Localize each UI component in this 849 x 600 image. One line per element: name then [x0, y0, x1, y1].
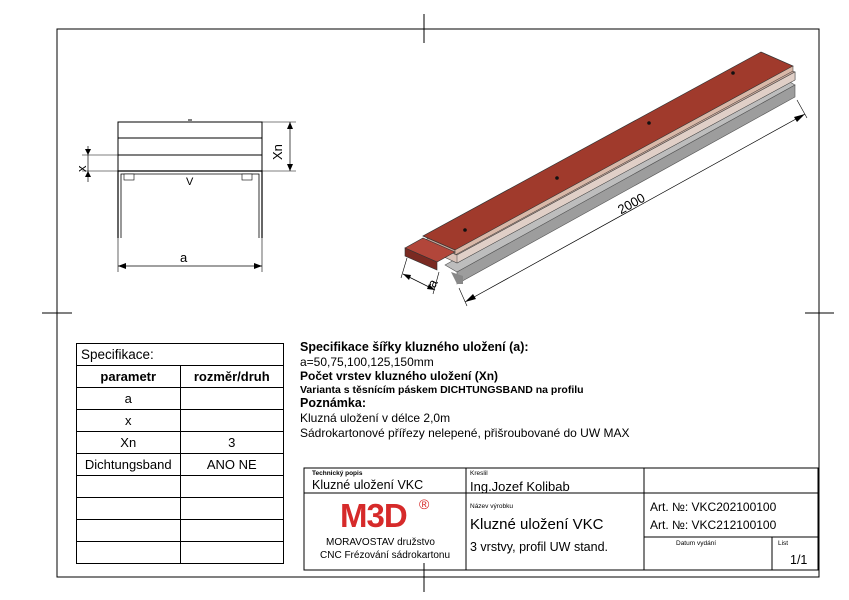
note-width-values: a=50,75,100,125,150mm [300, 355, 434, 369]
note-layer-count: Počet vrstev kluzného uložení (Xn) [300, 369, 499, 383]
spec-param-cell: a [77, 388, 181, 410]
note-cutouts: Sádrokartonové přířezy nelepené, přišroubované do UW MAX [300, 426, 630, 440]
dim-xn-label: Xn [270, 144, 285, 160]
product-name-value: Kluzné uložení VKC [470, 516, 604, 533]
dim-length-label: 2000 [615, 189, 648, 218]
note-remark-heading: Poznámka: [300, 396, 366, 410]
logo-registered-mark: ® [419, 496, 430, 512]
note-length: Kluzná uložení v délce 2,0m [300, 411, 451, 425]
article-number-1: Art. №: VKC202100100 [650, 500, 777, 514]
spec-value-cell: 3 [180, 432, 284, 454]
drawn-by-value: Ing.Jozef Kolibab [470, 479, 570, 494]
company-name: MORAVOSTAV družstvo [326, 537, 435, 548]
sheet-label: List [778, 540, 789, 547]
tech-desc-label: Technický popis [312, 470, 363, 477]
product-name-label: Název výrobku [470, 503, 513, 510]
spec-table-title: Specifikace: [77, 344, 284, 366]
spec-param-cell: Xn [77, 432, 181, 454]
tech-desc-value: Kluzné uložení VKC [312, 478, 424, 492]
spec-col-param: parametr [77, 366, 181, 388]
note-spec-width: Specifikace šířky kluzného uložení (a): [300, 340, 529, 354]
drawn-by-label: Kreslil [470, 470, 488, 477]
issue-date-label: Datum vydání [676, 540, 717, 547]
spec-col-value: rozměr/druh [180, 366, 284, 388]
article-number-2: Art. №: VKC212100100 [650, 518, 777, 532]
company-subtitle: CNC Frézování sádrokartonu [320, 550, 451, 561]
dim-x-label: x [74, 165, 89, 172]
dim-a-iso-label: a [424, 276, 441, 291]
spec-param-cell: x [77, 410, 181, 432]
note-variant: Varianta s těsnícím páskem DICHTUNGSBAND na profilu [300, 384, 584, 396]
dim-a-label: a [180, 250, 188, 265]
company-logo: M3D [340, 497, 407, 534]
sheet-value: 1/1 [790, 553, 808, 567]
spec-param-cell: Dichtungsband [77, 454, 181, 476]
dim-v-label: V [186, 176, 194, 188]
spec-value-cell: ANO NE [180, 454, 284, 476]
product-name-sub: 3 vrstvy, profil UW stand. [470, 540, 608, 554]
